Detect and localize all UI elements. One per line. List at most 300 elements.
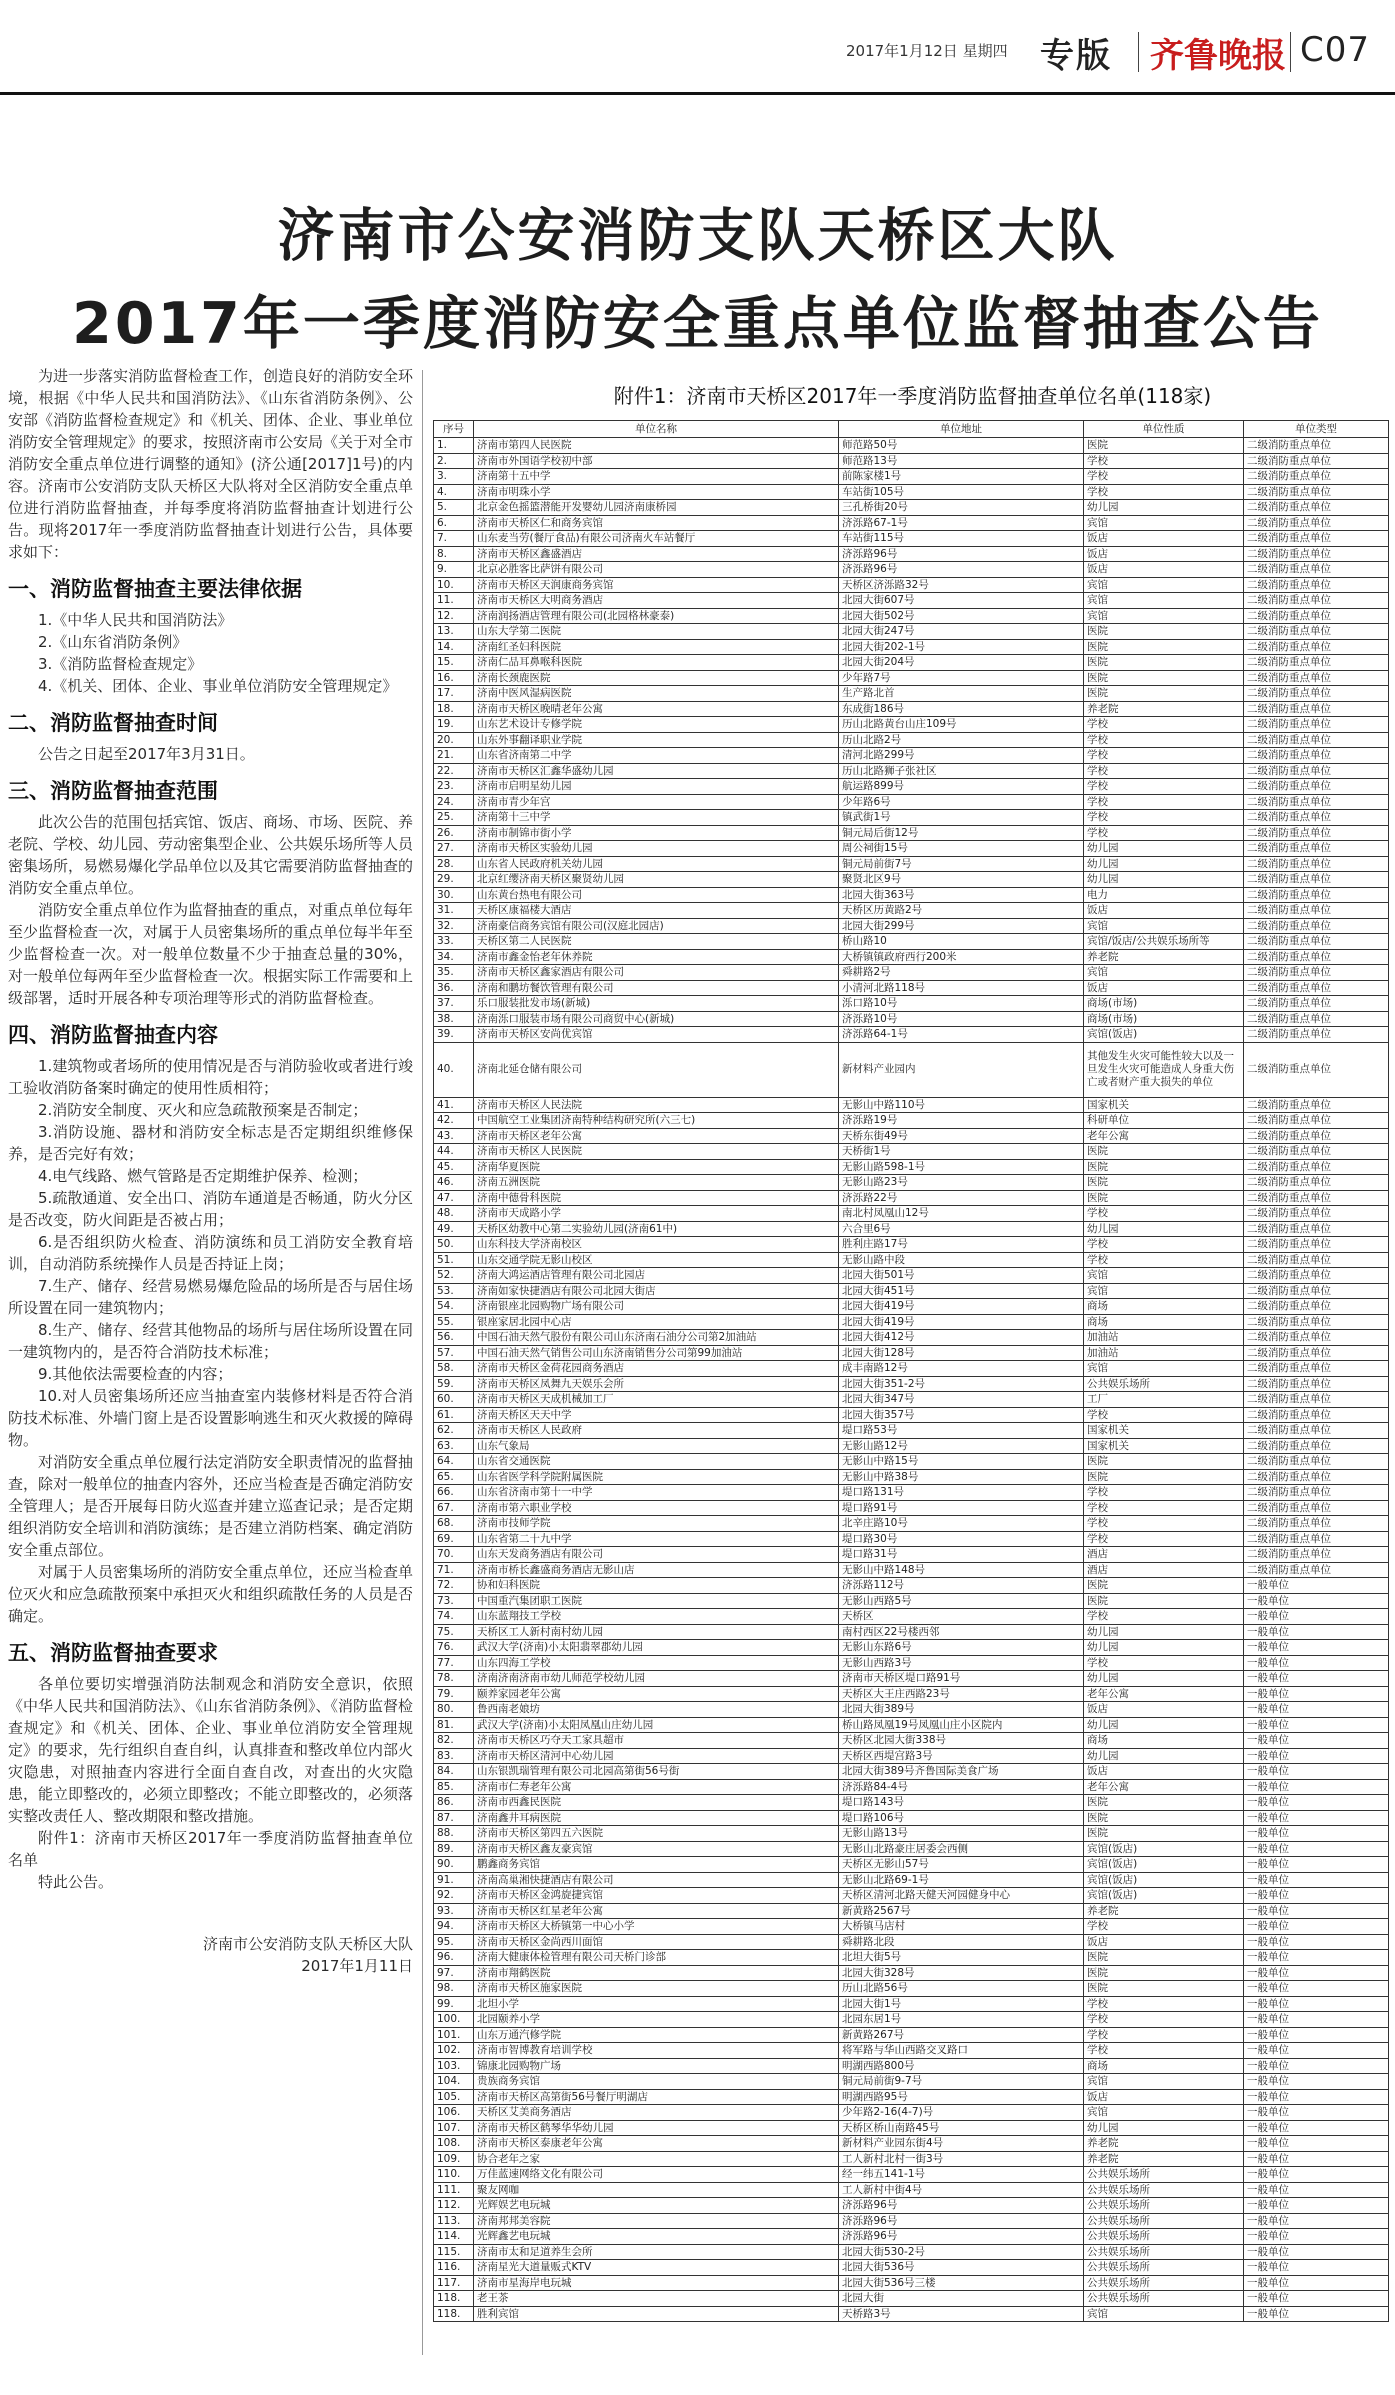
row-number: 114. bbox=[434, 2229, 474, 2245]
row-number: 22. bbox=[434, 763, 474, 779]
table-row bbox=[434, 2043, 1389, 2059]
row-number: 52. bbox=[434, 1268, 474, 1284]
unit-nature: 学校 bbox=[1084, 1996, 1244, 2012]
unit-nature: 医院 bbox=[1084, 1454, 1244, 1470]
table-row bbox=[434, 469, 1389, 485]
unit-nature: 商场 bbox=[1084, 2058, 1244, 2074]
unit-address: 工人新村中街4号 bbox=[839, 2182, 1084, 2198]
unit-name: 济南鑫井耳病医院 bbox=[474, 1810, 839, 1826]
unit-type: 二级消防重点单位 bbox=[1244, 732, 1389, 748]
table-row bbox=[434, 1314, 1389, 1330]
section-label: 专版 bbox=[1040, 36, 1112, 76]
unit-type: 一般单位 bbox=[1244, 1965, 1389, 1981]
unit-name: 山东黄台热电有限公司 bbox=[474, 887, 839, 903]
unit-nature: 养老院 bbox=[1084, 949, 1244, 965]
unit-name: 聚友网咖 bbox=[474, 2182, 839, 2198]
row-number: 39. bbox=[434, 1027, 474, 1043]
unit-nature: 医院 bbox=[1084, 670, 1244, 686]
unit-nature: 学校 bbox=[1084, 1500, 1244, 1516]
row-number: 117. bbox=[434, 2275, 474, 2291]
row-number: 84. bbox=[434, 1764, 474, 1780]
row-number: 2. bbox=[434, 453, 474, 469]
table-row bbox=[434, 2105, 1389, 2121]
unit-nature: 商场(市场) bbox=[1084, 1011, 1244, 1027]
content-item: 1.建筑物或者场所的使用情况是否与消防验收或者进行竣工验收消防备案时确定的使用性质相符； bbox=[8, 1057, 413, 1097]
unit-nature: 宾馆/饭店/公共娱乐场所等 bbox=[1084, 934, 1244, 950]
row-number: 74. bbox=[434, 1609, 474, 1625]
table-row bbox=[434, 484, 1389, 500]
unit-type: 二级消防重点单位 bbox=[1244, 980, 1389, 996]
unit-address: 北园大街204号 bbox=[839, 655, 1084, 671]
table-row bbox=[434, 562, 1389, 578]
unit-address: 舜耕路北段 bbox=[839, 1934, 1084, 1950]
row-number: 95. bbox=[434, 1934, 474, 1950]
row-number: 61. bbox=[434, 1407, 474, 1423]
unit-address: 成丰南路12号 bbox=[839, 1361, 1084, 1377]
row-number: 18. bbox=[434, 701, 474, 717]
table-row bbox=[434, 887, 1389, 903]
unit-nature: 宾馆(饭店) bbox=[1084, 1857, 1244, 1873]
unit-address: 天桥区历黄路2号 bbox=[839, 903, 1084, 919]
unit-type: 二级消防重点单位 bbox=[1244, 903, 1389, 919]
section-heading: 四、消防监督抽查内容 bbox=[8, 1023, 218, 1047]
unit-name: 济南市天桥区第四五六医院 bbox=[474, 1826, 839, 1842]
unit-nature: 医院 bbox=[1084, 686, 1244, 702]
table-row bbox=[434, 1748, 1389, 1764]
unit-address: 天桥区清河北路天健天河园健身中心 bbox=[839, 1888, 1084, 1904]
unit-address: 无影山东路6号 bbox=[839, 1640, 1084, 1656]
row-number: 93. bbox=[434, 1903, 474, 1919]
table-row bbox=[434, 1547, 1389, 1563]
unit-address: 天桥东街49号 bbox=[839, 1128, 1084, 1144]
row-number: 68. bbox=[434, 1516, 474, 1532]
unit-type: 二级消防重点单位 bbox=[1244, 1392, 1389, 1408]
unit-type: 二级消防重点单位 bbox=[1244, 1531, 1389, 1547]
row-number: 43. bbox=[434, 1128, 474, 1144]
unit-address: 北园大街357号 bbox=[839, 1407, 1084, 1423]
unit-nature: 学校 bbox=[1084, 825, 1244, 841]
unit-type: 一般单位 bbox=[1244, 1655, 1389, 1671]
row-number: 40. bbox=[434, 1042, 474, 1097]
unit-address: 天桥区北园大街338号 bbox=[839, 1733, 1084, 1749]
unit-name: 济南市明珠小学 bbox=[474, 484, 839, 500]
row-number: 9. bbox=[434, 562, 474, 578]
unit-type: 二级消防重点单位 bbox=[1244, 1283, 1389, 1299]
row-number: 34. bbox=[434, 949, 474, 965]
unit-address: 济泺路96号 bbox=[839, 2198, 1084, 2214]
unit-address: 镇武街1号 bbox=[839, 810, 1084, 826]
unit-nature: 医院 bbox=[1084, 1593, 1244, 1609]
content-item: 2.消防安全制度、灭火和应急疏散预案是否制定； bbox=[38, 1101, 368, 1119]
unit-nature: 公共娱乐场所 bbox=[1084, 2291, 1244, 2307]
table-row bbox=[434, 2151, 1389, 2167]
unit-name: 济南市天桥区金尚西川面馆 bbox=[474, 1934, 839, 1950]
unit-type: 二级消防重点单位 bbox=[1244, 1562, 1389, 1578]
table-row bbox=[434, 2260, 1389, 2276]
row-number: 53. bbox=[434, 1283, 474, 1299]
unit-name: 山东天发商务酒店有限公司 bbox=[474, 1547, 839, 1563]
unit-address: 天桥路3号 bbox=[839, 2306, 1084, 2322]
unit-name: 济南润扬酒店管理有限公司(北园格林豪泰) bbox=[474, 608, 839, 624]
unit-address: 将军路与华山西路交叉路口 bbox=[839, 2043, 1084, 2059]
table-row bbox=[434, 2291, 1389, 2307]
unit-nature: 公共娱乐场所 bbox=[1084, 1376, 1244, 1392]
unit-nature: 幼儿园 bbox=[1084, 1671, 1244, 1687]
row-number: 4. bbox=[434, 484, 474, 500]
unit-type: 二级消防重点单位 bbox=[1244, 1097, 1389, 1113]
unit-type: 二级消防重点单位 bbox=[1244, 546, 1389, 562]
unit-type: 一般单位 bbox=[1244, 1748, 1389, 1764]
unit-nature: 医院 bbox=[1084, 624, 1244, 640]
unit-address: 铜元局前街7号 bbox=[839, 856, 1084, 872]
unit-nature: 宾馆 bbox=[1084, 2105, 1244, 2121]
unit-type: 一般单位 bbox=[1244, 1578, 1389, 1594]
unit-name: 万佳蓝速网络文化有限公司 bbox=[474, 2167, 839, 2183]
unit-address: 工人新村北村一街3号 bbox=[839, 2151, 1084, 2167]
unit-nature: 工厂 bbox=[1084, 1392, 1244, 1408]
unit-address: 北园大街128号 bbox=[839, 1345, 1084, 1361]
unit-nature: 饭店 bbox=[1084, 1702, 1244, 1718]
unit-nature: 学校 bbox=[1084, 748, 1244, 764]
unit-type: 一般单位 bbox=[1244, 1872, 1389, 1888]
unit-name: 济南市天桥区实验幼儿园 bbox=[474, 841, 839, 857]
unit-address: 经一纬五141-1号 bbox=[839, 2167, 1084, 2183]
unit-name: 济南红圣妇科医院 bbox=[474, 639, 839, 655]
row-number: 65. bbox=[434, 1469, 474, 1485]
table-row bbox=[434, 1500, 1389, 1516]
unit-address: 无影山路598-1号 bbox=[839, 1159, 1084, 1175]
unit-nature: 幼儿园 bbox=[1084, 841, 1244, 857]
unit-type: 二级消防重点单位 bbox=[1244, 1500, 1389, 1516]
unit-name: 济南大健康体检管理有限公司天桥门诊部 bbox=[474, 1950, 839, 1966]
unit-nature: 幼儿园 bbox=[1084, 2120, 1244, 2136]
article-body bbox=[8, 365, 413, 1977]
unit-address: 新材料产业园内 bbox=[839, 1042, 1084, 1097]
unit-name: 济南市天桥区仁和商务宾馆 bbox=[474, 515, 839, 531]
unit-type: 二级消防重点单位 bbox=[1244, 670, 1389, 686]
unit-name: 济南市天桥区高第街56号餐厅明湖店 bbox=[474, 2089, 839, 2105]
table-row bbox=[434, 1042, 1389, 1097]
header-rule bbox=[0, 92, 1395, 95]
table-row bbox=[434, 1144, 1389, 1160]
unit-type: 一般单位 bbox=[1244, 2105, 1389, 2121]
unit-address: 济泺路112号 bbox=[839, 1578, 1084, 1594]
unit-name: 济南市天桥区巧夺天工家具超市 bbox=[474, 1733, 839, 1749]
unit-name: 济南市桥长鑫盛商务酒店无影山店 bbox=[474, 1562, 839, 1578]
table-row bbox=[434, 1686, 1389, 1702]
table-row bbox=[434, 1717, 1389, 1733]
unit-type: 二级消防重点单位 bbox=[1244, 655, 1389, 671]
unit-type: 二级消防重点单位 bbox=[1244, 856, 1389, 872]
unit-address: 车站街115号 bbox=[839, 531, 1084, 547]
unit-type: 二级消防重点单位 bbox=[1244, 1438, 1389, 1454]
unit-nature: 学校 bbox=[1084, 794, 1244, 810]
row-number: 42. bbox=[434, 1113, 474, 1129]
unit-nature: 电力 bbox=[1084, 887, 1244, 903]
table-row bbox=[434, 1361, 1389, 1377]
unit-nature: 医院 bbox=[1084, 1795, 1244, 1811]
row-number: 88. bbox=[434, 1826, 474, 1842]
row-number: 79. bbox=[434, 1686, 474, 1702]
content-item: 8.生产、储存、经营其他物品的场所与居住场所设置在同一建筑物内的，是否符合消防技术标准； bbox=[8, 1321, 413, 1361]
column-divider bbox=[422, 370, 423, 2355]
unit-nature: 学校 bbox=[1084, 1919, 1244, 1935]
table-row bbox=[434, 934, 1389, 950]
unit-type: 二级消防重点单位 bbox=[1244, 887, 1389, 903]
unit-address: 北园大街502号 bbox=[839, 608, 1084, 624]
unit-name: 济南银座北园购物广场有限公司 bbox=[474, 1299, 839, 1315]
section-heading: 一、消防监督抽查主要法律依据 bbox=[8, 577, 302, 601]
unit-type: 一般单位 bbox=[1244, 1764, 1389, 1780]
unit-address: 六合里6号 bbox=[839, 1221, 1084, 1237]
table-row bbox=[434, 1376, 1389, 1392]
unit-address: 大桥镇镇政府西行200米 bbox=[839, 949, 1084, 965]
content-item: 7.生产、储存、经营易燃易爆危险品的场所是否与居住场所设置在同一建筑物内； bbox=[8, 1277, 413, 1317]
col-header-type: 单位类型 bbox=[1244, 421, 1389, 438]
table-row bbox=[434, 1671, 1389, 1687]
table-row bbox=[434, 1841, 1389, 1857]
unit-address: 济泺路64-1号 bbox=[839, 1027, 1084, 1043]
unit-address: 聚贤北区9号 bbox=[839, 872, 1084, 888]
content-item: 5.疏散通道、安全出口、消防车通道是否畅通，防火分区是否改变，防火间距是否被占用； bbox=[8, 1189, 413, 1229]
table-row bbox=[434, 2167, 1389, 2183]
row-number: 101. bbox=[434, 2027, 474, 2043]
row-number: 14. bbox=[434, 639, 474, 655]
unit-address: 桥山路10 bbox=[839, 934, 1084, 950]
unit-nature: 医院 bbox=[1084, 1950, 1244, 1966]
unit-name: 协和妇科医院 bbox=[474, 1578, 839, 1594]
table-row bbox=[434, 453, 1389, 469]
time-paragraph: 公告之日起至2017年3月31日。 bbox=[38, 745, 255, 763]
unit-name: 济南市天桥区施家医院 bbox=[474, 1981, 839, 1997]
unit-type: 一般单位 bbox=[1244, 2167, 1389, 2183]
unit-type: 二级消防重点单位 bbox=[1244, 1011, 1389, 1027]
unit-address: 南北村凤凰山12号 bbox=[839, 1206, 1084, 1222]
unit-address: 新黄路267号 bbox=[839, 2027, 1084, 2043]
table-row bbox=[434, 1159, 1389, 1175]
table-row bbox=[434, 1655, 1389, 1671]
table-row bbox=[434, 1407, 1389, 1423]
unit-address: 师范路50号 bbox=[839, 438, 1084, 454]
unit-type: 一般单位 bbox=[1244, 1810, 1389, 1826]
unit-name: 山东艺术设计专修学院 bbox=[474, 717, 839, 733]
unit-address: 北园大街419号 bbox=[839, 1299, 1084, 1315]
table-row bbox=[434, 608, 1389, 624]
unit-nature: 饭店 bbox=[1084, 1934, 1244, 1950]
unit-type: 二级消防重点单位 bbox=[1244, 1190, 1389, 1206]
row-number: 102. bbox=[434, 2043, 474, 2059]
unit-address: 前陈家楼1号 bbox=[839, 469, 1084, 485]
unit-name: 山东省第二十九中学 bbox=[474, 1531, 839, 1547]
unit-type: 一般单位 bbox=[1244, 1717, 1389, 1733]
table-row bbox=[434, 2074, 1389, 2090]
unit-type: 一般单位 bbox=[1244, 1950, 1389, 1966]
unit-address: 北园大街451号 bbox=[839, 1283, 1084, 1299]
unit-address: 胜利庄路17号 bbox=[839, 1237, 1084, 1253]
unit-nature: 公共娱乐场所 bbox=[1084, 2229, 1244, 2245]
row-number: 76. bbox=[434, 1640, 474, 1656]
unit-nature: 商场 bbox=[1084, 1733, 1244, 1749]
unit-name: 山东省交通医院 bbox=[474, 1454, 839, 1470]
unit-address: 新黄路2567号 bbox=[839, 1903, 1084, 1919]
row-number: 64. bbox=[434, 1454, 474, 1470]
unit-name: 济南市太和足道养生会所 bbox=[474, 2244, 839, 2260]
unit-type: 二级消防重点单位 bbox=[1244, 1361, 1389, 1377]
table-row bbox=[434, 2198, 1389, 2214]
row-number: 31. bbox=[434, 903, 474, 919]
unit-type: 一般单位 bbox=[1244, 1981, 1389, 1997]
requirement-paragraph: 各单位要切实增强消防法制观念和消防安全意识，依照《中华人民共和国消防法》、《山东省消防条例》、《消防监督检查规定》和《机关、团体、企业、事业单位消防安全管理规定》的要求，先行组织自查自纠，认真排查和整改单位内部火灾隐患，对照抽查内容进行全面自查自改，对查出的火灾隐患，能立即整改的，必须立即整改；不能立即整改的，必须落实整改责任人、整改期限和整改措施。 bbox=[8, 1675, 414, 1825]
unit-type: 二级消防重点单位 bbox=[1244, 484, 1389, 500]
row-number: 60. bbox=[434, 1392, 474, 1408]
row-number: 35. bbox=[434, 965, 474, 981]
row-number: 107. bbox=[434, 2120, 474, 2136]
row-number: 44. bbox=[434, 1144, 474, 1160]
signature-org: 济南市公安消防支队天桥区大队 bbox=[202, 1935, 413, 1953]
unit-type: 一般单位 bbox=[1244, 2213, 1389, 2229]
attachment-note: 附件1：济南市天桥区2017年一季度消防监督抽查单位名单 bbox=[8, 1829, 413, 1869]
unit-type: 二级消防重点单位 bbox=[1244, 763, 1389, 779]
table-row bbox=[434, 996, 1389, 1012]
unit-name: 鲁西南老娘坊 bbox=[474, 1702, 839, 1718]
unit-address: 历山北路狮子张社区 bbox=[839, 763, 1084, 779]
unit-nature: 学校 bbox=[1084, 717, 1244, 733]
unit-type: 一般单位 bbox=[1244, 1996, 1389, 2012]
unit-name: 济南市启明星幼儿园 bbox=[474, 779, 839, 795]
unit-nature: 幼儿园 bbox=[1084, 500, 1244, 516]
unit-name: 济南市天桥区汇鑫华盛幼儿园 bbox=[474, 763, 839, 779]
row-number: 111. bbox=[434, 2182, 474, 2198]
table-row bbox=[434, 500, 1389, 516]
unit-nature: 其他发生火灾可能性较大以及一旦发生火灾可能造成人身重大伤亡或者财产重大损失的单位 bbox=[1084, 1042, 1244, 1097]
unit-address: 无影山中路15号 bbox=[839, 1454, 1084, 1470]
unit-name: 北京金色摇篮潜能开发婴幼儿园济南康桥园 bbox=[474, 500, 839, 516]
table-row bbox=[434, 1857, 1389, 1873]
table-row bbox=[434, 1764, 1389, 1780]
row-number: 80. bbox=[434, 1702, 474, 1718]
unit-address: 北坦大街5号 bbox=[839, 1950, 1084, 1966]
unit-name: 济南市天桥区金荷花园商务酒店 bbox=[474, 1361, 839, 1377]
unit-type: 一般单位 bbox=[1244, 2229, 1389, 2245]
unit-type: 二级消防重点单位 bbox=[1244, 593, 1389, 609]
unit-type: 一般单位 bbox=[1244, 2089, 1389, 2105]
unit-name: 济南市第六职业学校 bbox=[474, 1500, 839, 1516]
table-row bbox=[434, 779, 1389, 795]
table-row bbox=[434, 1516, 1389, 1532]
unit-nature: 幼儿园 bbox=[1084, 872, 1244, 888]
unit-name: 济南市天桥区清河中心幼儿园 bbox=[474, 1748, 839, 1764]
unit-name: 山东银凯瑞管理有限公司北园高第街56号街 bbox=[474, 1764, 839, 1780]
row-number: 73. bbox=[434, 1593, 474, 1609]
unit-nature: 幼儿园 bbox=[1084, 1624, 1244, 1640]
unit-name: 天桥区艾美商务酒店 bbox=[474, 2105, 839, 2121]
unit-type: 二级消防重点单位 bbox=[1244, 1268, 1389, 1284]
content-item: 10.对人员密集场所还应当抽查室内装修材料是否符合消防技术标准、外墙门窗上是否设置影响逃生和灭火救援的障碍物。 bbox=[8, 1387, 414, 1449]
unit-address: 北园大街419号 bbox=[839, 1314, 1084, 1330]
table-row bbox=[434, 1283, 1389, 1299]
table-row bbox=[434, 763, 1389, 779]
unit-type: 一般单位 bbox=[1244, 1857, 1389, 1873]
unit-type: 一般单位 bbox=[1244, 2151, 1389, 2167]
unit-address: 无影山路中段 bbox=[839, 1252, 1084, 1268]
row-number: 99. bbox=[434, 1996, 474, 2012]
unit-nature: 公共娱乐场所 bbox=[1084, 2260, 1244, 2276]
unit-address: 无影山路23号 bbox=[839, 1175, 1084, 1191]
unit-name: 山东大学第二医院 bbox=[474, 624, 839, 640]
table-row bbox=[434, 670, 1389, 686]
unit-address: 北辛庄路10号 bbox=[839, 1516, 1084, 1532]
unit-address: 舜耕路2号 bbox=[839, 965, 1084, 981]
row-number: 29. bbox=[434, 872, 474, 888]
unit-nature: 老年公寓 bbox=[1084, 1128, 1244, 1144]
row-number: 45. bbox=[434, 1159, 474, 1175]
unit-name: 山东省济南市第十一中学 bbox=[474, 1485, 839, 1501]
row-number: 26. bbox=[434, 825, 474, 841]
row-number: 58. bbox=[434, 1361, 474, 1377]
unit-name: 山东省医学科学院附属医院 bbox=[474, 1469, 839, 1485]
unit-name: 济南市技师学院 bbox=[474, 1516, 839, 1532]
unit-type: 二级消防重点单位 bbox=[1244, 1027, 1389, 1043]
row-number: 105. bbox=[434, 2089, 474, 2105]
table-row bbox=[434, 1237, 1389, 1253]
unit-name: 济南济南济南市幼儿师范学校幼儿园 bbox=[474, 1671, 839, 1687]
unit-name: 济南市天桥区鑫家酒店有限公司 bbox=[474, 965, 839, 981]
row-number: 70. bbox=[434, 1547, 474, 1563]
unit-type: 二级消防重点单位 bbox=[1244, 965, 1389, 981]
unit-type: 二级消防重点单位 bbox=[1244, 1299, 1389, 1315]
unit-nature: 学校 bbox=[1084, 1485, 1244, 1501]
unit-nature: 幼儿园 bbox=[1084, 1640, 1244, 1656]
unit-type: 二级消防重点单位 bbox=[1244, 794, 1389, 810]
unit-nature: 公共娱乐场所 bbox=[1084, 2167, 1244, 2183]
row-number: 69. bbox=[434, 1531, 474, 1547]
unit-nature: 养老院 bbox=[1084, 701, 1244, 717]
table-row bbox=[434, 686, 1389, 702]
unit-name: 济南市天桥区凤舞九天娱乐会所 bbox=[474, 1376, 839, 1392]
unit-address: 堤口路106号 bbox=[839, 1810, 1084, 1826]
unit-name: 济南市天桥区老年公寓 bbox=[474, 1128, 839, 1144]
unit-nature: 加油站 bbox=[1084, 1345, 1244, 1361]
unit-type: 二级消防重点单位 bbox=[1244, 1175, 1389, 1191]
table-row bbox=[434, 1934, 1389, 1950]
unit-address: 堤口路131号 bbox=[839, 1485, 1084, 1501]
table-row bbox=[434, 624, 1389, 640]
unit-nature: 医院 bbox=[1084, 1578, 1244, 1594]
unit-nature: 幼儿园 bbox=[1084, 856, 1244, 872]
row-number: 92. bbox=[434, 1888, 474, 1904]
table-row bbox=[434, 1097, 1389, 1113]
unit-name: 山东外事翻译职业学院 bbox=[474, 732, 839, 748]
unit-type: 二级消防重点单位 bbox=[1244, 779, 1389, 795]
unit-name: 济南市制锦市街小学 bbox=[474, 825, 839, 841]
row-number: 108. bbox=[434, 2136, 474, 2152]
unit-address: 无影山中路148号 bbox=[839, 1562, 1084, 1578]
unit-address: 无影山西路5号 bbox=[839, 1593, 1084, 1609]
unit-nature: 宾馆 bbox=[1084, 593, 1244, 609]
col-header-name: 单位名称 bbox=[474, 421, 839, 438]
row-number: 100. bbox=[434, 2012, 474, 2028]
unit-nature: 幼儿园 bbox=[1084, 1221, 1244, 1237]
unit-address: 周公祠街15号 bbox=[839, 841, 1084, 857]
unit-type: 二级消防重点单位 bbox=[1244, 577, 1389, 593]
unit-address: 小清河北路118号 bbox=[839, 980, 1084, 996]
unit-nature: 学校 bbox=[1084, 1516, 1244, 1532]
table-row bbox=[434, 1345, 1389, 1361]
unit-type: 二级消防重点单位 bbox=[1244, 1345, 1389, 1361]
unit-type: 二级消防重点单位 bbox=[1244, 453, 1389, 469]
table-row bbox=[434, 2229, 1389, 2245]
unit-type: 二级消防重点单位 bbox=[1244, 1485, 1389, 1501]
